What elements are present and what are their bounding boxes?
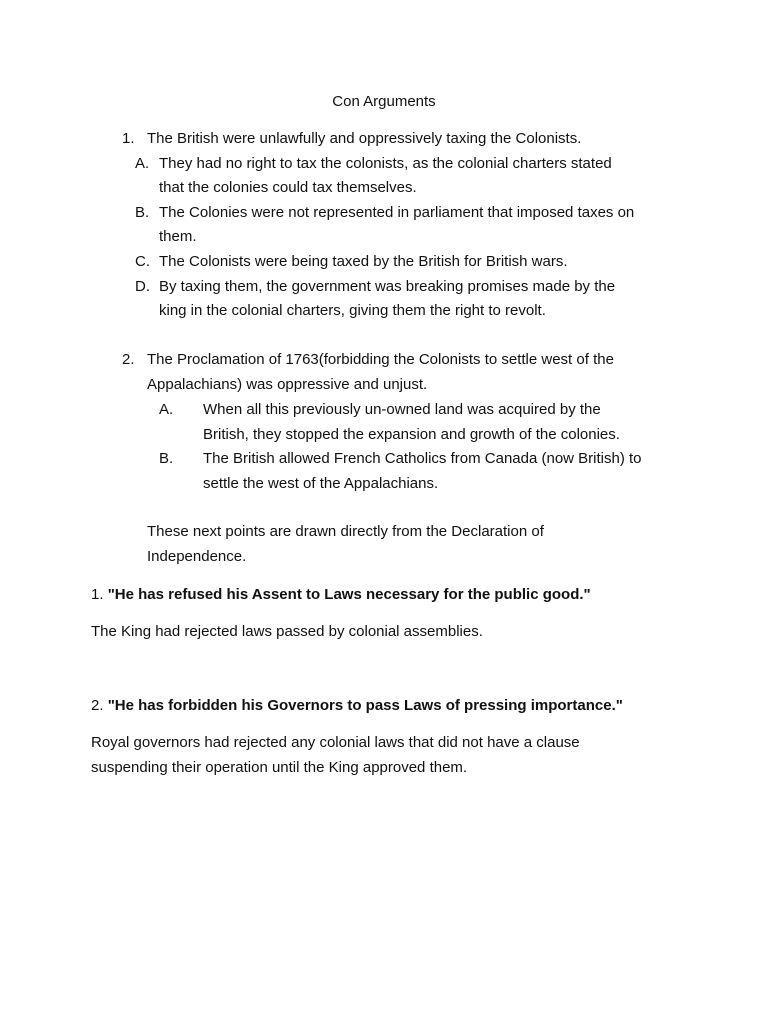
section-1-item-d-line-1: By taxing them, the government was breaking promises made by the bbox=[159, 278, 616, 295]
section-1-item-c-line-1: The Colonists were being taxed by the British for British wars. bbox=[159, 253, 568, 270]
section-2-number: 2. bbox=[122, 351, 135, 368]
section-2-item-b-line-2: settle the west of the Appalachians. bbox=[203, 475, 439, 492]
section-1-item-b-line-2: them. bbox=[159, 228, 197, 245]
point-1-number: 1. bbox=[91, 586, 104, 603]
section-1-item-b-marker: B. bbox=[135, 204, 150, 221]
section-2-item-b-line-1: The British allowed French Catholics from Canada (now British) to bbox=[203, 450, 642, 467]
document-title: Con Arguments bbox=[332, 93, 436, 110]
section-2-item-b-marker: B. bbox=[159, 450, 174, 467]
point-1-quote: "He has refused his Assent to Laws necessary for the public good." bbox=[107, 586, 591, 603]
intro-line-1: These next points are drawn directly from the Declaration of bbox=[147, 523, 544, 540]
section-1-heading: The British were unlawfully and oppressively taxing the Colonists. bbox=[147, 130, 582, 147]
section-1-item-d-marker: D. bbox=[135, 278, 150, 295]
section-2-item-a-line-1: When all this previously un-owned land was acquired by the bbox=[203, 401, 601, 418]
section-1-item-b-line-1: The Colonies were not represented in parliament that imposed taxes on bbox=[159, 204, 635, 221]
point-1 bbox=[91, 585, 591, 605]
section-2-heading-line-2: Appalachians) was oppressive and unjust. bbox=[147, 376, 428, 393]
point-2-explanation-line-2: suspending their operation until the King approved them. bbox=[91, 759, 468, 776]
section-1-number: 1. bbox=[122, 130, 135, 147]
section-2-heading-line-1: The Proclamation of 1763(forbidding the Colonists to settle west of the bbox=[147, 351, 614, 368]
section-1-item-a-line-2: that the colonies could tax themselves. bbox=[159, 179, 417, 196]
section-2-item-a-marker: A. bbox=[159, 401, 174, 418]
section-1-item-c-marker: C. bbox=[135, 253, 150, 270]
section-1-item-d-line-2: king in the colonial charters, giving them the right to revolt. bbox=[159, 302, 546, 319]
section-1-item-a-marker: A. bbox=[135, 155, 150, 172]
point-2-explanation-line-1: Royal governors had rejected any colonial laws that did not have a clause bbox=[91, 734, 580, 751]
point-2-number: 2. bbox=[91, 697, 104, 714]
section-1-item-a-line-1: They had no right to tax the colonists, as the colonial charters stated bbox=[159, 155, 612, 172]
point-1-explanation-line-1: The King had rejected laws passed by colonial assemblies. bbox=[91, 623, 483, 640]
point-2 bbox=[91, 696, 623, 716]
section-2-item-a-line-2: British, they stopped the expansion and growth of the colonies. bbox=[203, 426, 620, 443]
intro-line-2: Independence. bbox=[147, 548, 247, 565]
point-2-quote: "He has forbidden his Governors to pass Laws of pressing importance." bbox=[107, 697, 623, 714]
